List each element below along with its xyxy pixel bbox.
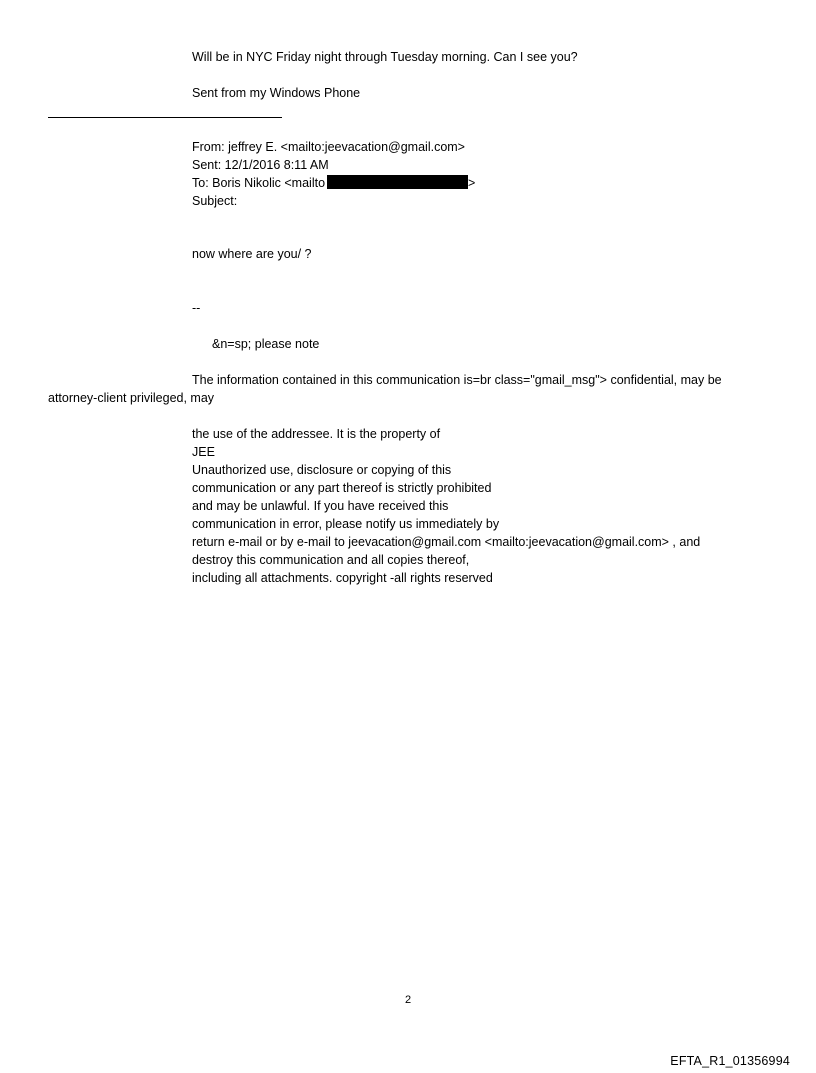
signature-dashes: -- <box>192 301 201 315</box>
header-sent: Sent: 12/1/2016 8:11 AM <box>192 158 329 172</box>
disclaimer-wrap-line: attorney-client privileged, may <box>48 391 215 405</box>
reply-message: Will be in NYC Friday night through Tuesday morning. Can I see you? <box>192 50 578 64</box>
disclaimer-first-line: The information contained in this communication is=br class="gmail_msg"> confidential, may be <box>192 373 722 387</box>
disclaimer-line: JEE <box>192 445 215 459</box>
page-number: 2 <box>404 994 412 1006</box>
disclaimer-line: communication in error, please notify us immediately by <box>192 517 500 531</box>
header-divider <box>48 117 282 118</box>
header-subject: Subject: <box>192 194 238 208</box>
disclaimer-line: communication or any part thereof is strictly prohibited <box>192 481 492 495</box>
disclaimer-line: return e-mail or by e-mail to jeevacation@gmail.com <mailto:jeevacation@gmail.com> , and <box>192 535 701 549</box>
disclaimer-line: Unauthorized use, disclosure or copying of this <box>192 463 452 477</box>
header-from: From: jeffrey E. <mailto:jeevacation@gmail.com> <box>192 140 465 154</box>
bates-number: EFTA_R1_01356994 <box>670 1054 790 1068</box>
disclaimer-line: the use of the addressee. It is the property of <box>192 427 441 441</box>
disclaimer-line: including all attachments. copyright -all rights reserved <box>192 571 493 585</box>
disclaimer-line: destroy this communication and all copies thereof, <box>192 553 470 567</box>
header-to-suffix: > <box>468 176 476 190</box>
reply-signature: Sent from my Windows Phone <box>192 86 361 100</box>
redaction-block <box>327 175 468 189</box>
header-to <box>192 175 475 191</box>
header-to-prefix: To: Boris Nikolic <mailto <box>192 176 326 190</box>
note-line: &n=sp; please note <box>212 337 320 351</box>
disclaimer-line: and may be unlawful. If you have received this <box>192 499 449 513</box>
body-message: now where are you/ ? <box>192 247 312 261</box>
